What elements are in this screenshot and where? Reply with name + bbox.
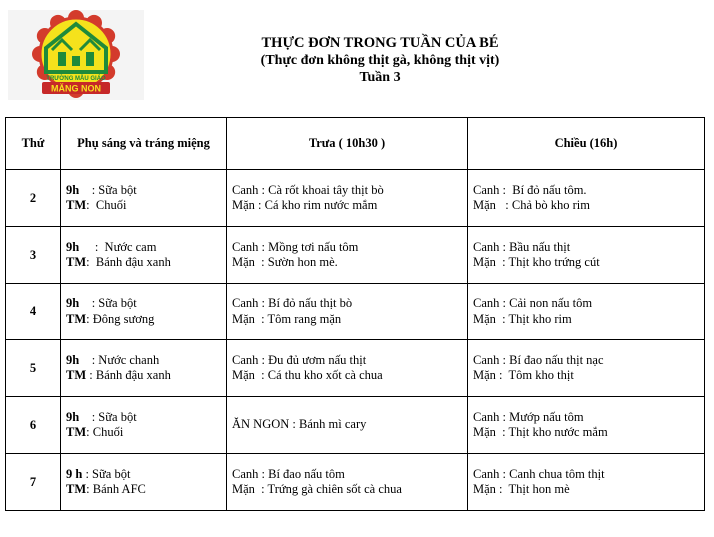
lunch-dish: Mặn : Sườn hon mè. — [232, 255, 338, 269]
afternoon-dish: Mặn : Thịt hon mè — [473, 482, 570, 496]
afternoon-dish: Canh : Bầu nấu thịt — [473, 239, 571, 254]
afternoon-cell — [468, 454, 705, 511]
afternoon-dish: Canh : Cải non nấu tôm — [473, 296, 593, 310]
school-logo — [8, 10, 144, 100]
morning-drink-line — [66, 467, 221, 483]
morning-dessert-line — [66, 482, 221, 498]
morning-cell — [61, 227, 227, 284]
day-cell: 6 — [6, 397, 61, 454]
dessert-label: TM — [66, 425, 87, 439]
lunch-dish: Mặn : Cá thu kho xốt cà chua — [232, 368, 383, 382]
morning-dessert-line — [66, 312, 221, 328]
afternoon-cell — [468, 284, 705, 340]
day-cell: 5 — [6, 340, 61, 397]
weekly-menu-table — [5, 117, 705, 511]
day-cell: 7 — [6, 454, 61, 511]
afternoon-cell — [468, 397, 705, 454]
dessert-value: : Chuối — [86, 198, 127, 212]
dessert-value: : Chuối — [86, 425, 124, 439]
week-label: Tuần 3 — [359, 70, 401, 85]
lunch-dish: ĂN NGON : Bánh mì cary — [232, 417, 367, 432]
dessert-value: : Bánh đậu xanh — [86, 368, 171, 382]
lunch-cell — [227, 227, 468, 284]
morning-dessert-line — [66, 255, 221, 271]
lunch-dish: Canh : Mồng tơi nấu tôm — [232, 239, 359, 254]
morning-drink: : Sữa bột — [82, 466, 131, 481]
lunch-cell — [227, 454, 468, 511]
school-logo-icon — [8, 10, 144, 100]
table-row — [6, 170, 705, 227]
morning-drink-line — [66, 183, 221, 199]
morning-drink-line — [66, 240, 221, 256]
page-title: THỰC ĐƠN TRONG TUẦN CỦA BÉ — [261, 35, 499, 51]
morning-cell — [61, 340, 227, 397]
morning-drink: : Nước chanh — [79, 352, 160, 367]
table-row — [6, 340, 705, 397]
morning-time: 9h — [66, 352, 80, 367]
morning-drink-line — [66, 353, 221, 369]
afternoon-dish: Canh : Bí đao nấu thịt nạc — [473, 352, 604, 367]
lunch-cell — [227, 170, 468, 227]
dessert-label: TM — [66, 368, 87, 382]
logo-school-line1: TRƯỜNG MẪU GIÁO — [46, 76, 106, 82]
morning-time: 9h — [66, 409, 80, 424]
afternoon-dish: Mặn : Chả bò kho rim — [473, 198, 591, 212]
morning-drink: : Sữa bột — [79, 296, 137, 310]
afternoon-dish: Canh : Bí đỏ nấu tôm. — [473, 182, 587, 197]
afternoon-cell — [468, 170, 705, 227]
afternoon-dish: Mặn : Thịt kho nước mắm — [473, 425, 608, 439]
afternoon-dish: Mặn : Thịt kho trứng cút — [473, 255, 600, 269]
dessert-value: : Đông sương — [86, 311, 155, 326]
afternoon-dish: Canh : Mướp nấu tôm — [473, 409, 584, 424]
lunch-dish: Mặn : Tôm rang mặn — [232, 311, 342, 326]
column-header-morning: Phụ sáng và tráng miệng — [61, 118, 227, 170]
lunch-dish: Canh : Bí đỏ nấu thịt bò — [232, 296, 353, 310]
table-row — [6, 454, 705, 511]
morning-cell — [61, 397, 227, 454]
morning-drink-line — [66, 410, 221, 426]
morning-dessert-line — [66, 368, 221, 384]
table-header-row — [6, 118, 705, 170]
morning-cell — [61, 170, 227, 227]
morning-drink: : Sữa bột — [79, 409, 137, 424]
morning-time: 9h — [66, 182, 80, 197]
morning-dessert-line — [66, 425, 221, 441]
lunch-dish: Mặn : Trứng gà chiên sốt cà chua — [232, 482, 402, 496]
dessert-value: : Bánh AFC — [86, 482, 146, 496]
morning-dessert-line — [66, 198, 221, 214]
morning-time: 9h — [66, 296, 80, 310]
morning-time: 9 h — [66, 466, 83, 481]
afternoon-cell — [468, 227, 705, 284]
table-body — [6, 170, 705, 511]
day-cell: 2 — [6, 170, 61, 227]
morning-drink: : Sữa bột — [79, 182, 137, 197]
afternoon-dish: Canh : Canh chua tôm thịt — [473, 466, 605, 481]
logo-school-line2: MĂNG NON — [51, 83, 101, 94]
dessert-value: : Bánh đậu xanh — [86, 255, 171, 269]
lunch-dish: Canh : Cà rốt khoai tây thịt bò — [232, 182, 384, 197]
column-header-lunch: Trưa ( 10h30 ) — [227, 118, 468, 170]
dessert-label: TM — [66, 198, 87, 212]
day-cell: 3 — [6, 227, 61, 284]
table-row — [6, 397, 705, 454]
lunch-cell — [227, 397, 468, 454]
menu-header — [230, 35, 530, 86]
dessert-label: TM — [66, 482, 87, 496]
dessert-label: TM — [66, 311, 87, 326]
afternoon-cell — [468, 340, 705, 397]
morning-drink-line — [66, 296, 221, 312]
lunch-dish: Canh : Bí đao nấu tôm — [232, 466, 345, 481]
afternoon-dish: Mặn : Tôm kho thịt — [473, 368, 574, 382]
column-header-day: Thứ — [6, 118, 61, 170]
column-header-afternoon: Chiều (16h) — [468, 118, 705, 170]
morning-time: 9h — [66, 239, 80, 254]
page-subtitle: (Thực đơn không thịt gà, không thịt vịt) — [260, 53, 500, 68]
dessert-label: TM — [66, 255, 87, 269]
morning-cell — [61, 284, 227, 340]
table-row — [6, 284, 705, 340]
lunch-cell — [227, 284, 468, 340]
lunch-cell — [227, 340, 468, 397]
morning-cell — [61, 454, 227, 511]
lunch-dish: Canh : Đu đủ ươm nấu thịt — [232, 352, 367, 367]
morning-drink: : Nước cam — [79, 239, 157, 254]
afternoon-dish: Mặn : Thịt kho rim — [473, 311, 572, 326]
lunch-dish: Mặn : Cá kho rim nước mắm — [232, 198, 378, 212]
day-cell: 4 — [6, 284, 61, 340]
table-row — [6, 227, 705, 284]
